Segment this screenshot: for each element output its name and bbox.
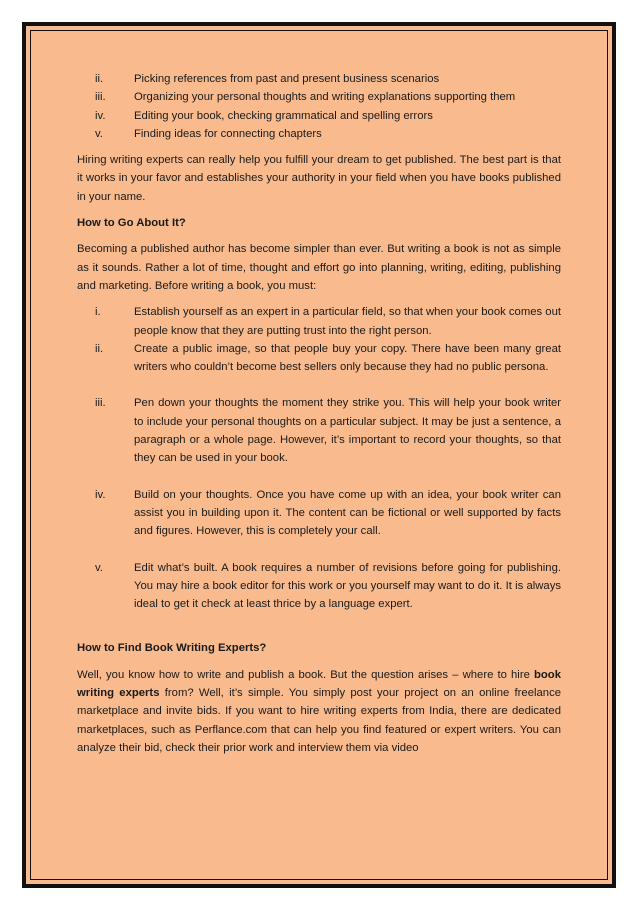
heading-find-experts: How to Find Book Writing Experts? [77, 642, 267, 655]
list-number: ii. [95, 73, 104, 85]
list-text: Edit what’s built. A book requires a number of revisions before going for publishing. You may hire a book editor for this work or you yourself may want to do it. It is always ideal to get it check at least thrice by a language expert. [134, 561, 561, 611]
list-text: Editing your book, checking grammatical and spelling errors [134, 109, 433, 122]
list-number: i. [95, 306, 101, 319]
list-item [77, 107, 561, 125]
list-number: v. [95, 561, 103, 574]
list-text: Finding ideas for connecting chapters [134, 127, 322, 140]
list-number: ii. [95, 342, 104, 355]
paragraph-becoming: Becoming a published author has become simpler than ever. But writing a book is not as simple as it sounds. Rather a lot of time, thought and effort go into planning, writing, editing, publishing and marketing. Before writing a book, you must: [77, 243, 561, 292]
list-number: iv. [95, 488, 106, 501]
steps-list [77, 303, 561, 613]
list-item [77, 486, 561, 541]
list-spacer [77, 541, 561, 559]
list-text: Establish yourself as an expert in a particular field, so that when your book comes out people know that they are putting trust into the right person. [134, 306, 561, 337]
list-item [77, 303, 561, 340]
page-content [77, 70, 561, 757]
list-text: Create a public image, so that people buy your copy. There have been many great writers who couldn’t become best sellers only because they had no public persona. [134, 342, 561, 374]
list-item [77, 394, 561, 467]
intro-list [77, 70, 561, 143]
list-text: Organizing your personal thoughts and writing explanations supporting them [134, 91, 516, 104]
list-number: iv. [95, 109, 106, 122]
emphasis-book-writing-experts: book writing experts [77, 668, 561, 700]
paragraph-text: from? Well, it’s simple. You simply post your project on an online freelance marketplace and invite bids. If you want to hire writing experts from India, there are dedicated marketplaces, such as Perflance.com that can help you find featured or expert writers. You can analyze their bid, check their prior work and interview them via video [77, 687, 562, 754]
heading-how-to-go-about-it: How to Go About It? [77, 217, 186, 230]
list-item [77, 88, 561, 106]
section-spacer [77, 613, 561, 631]
list-number: iii. [95, 397, 106, 410]
list-spacer [77, 468, 561, 486]
list-item [77, 125, 561, 143]
list-text: Pen down your thoughts the moment they strike you. This will help your book writer to include your personal thoughts on a particular subject. It may be just a sentence, a paragraph or a whole page. However, it’s important to record your thoughts, so that they can be used in your book. [134, 397, 561, 465]
list-item [77, 340, 561, 377]
paragraph-text: Well, you know how to write and publish a book. But the question arises – where to hire [77, 668, 530, 681]
list-spacer [77, 376, 561, 394]
list-number: iii. [95, 91, 106, 104]
list-item [77, 70, 561, 88]
paragraph-hiring: Hiring writing experts can really help you fulfill your dream to get published. The best part is that it works in your favor and establishes your authority in your field when you have books published in your name. [77, 154, 561, 203]
list-number: v. [95, 127, 103, 140]
list-text: Build on your thoughts. Once you have come up with an idea, your book writer can assist you in building upon it. The content can be fictional or well supported by facts and figures. However, this is completely your call. [134, 488, 561, 538]
paragraph-well [77, 666, 561, 757]
list-text: Picking references from past and present business scenarios [134, 73, 440, 85]
list-item [77, 559, 561, 614]
